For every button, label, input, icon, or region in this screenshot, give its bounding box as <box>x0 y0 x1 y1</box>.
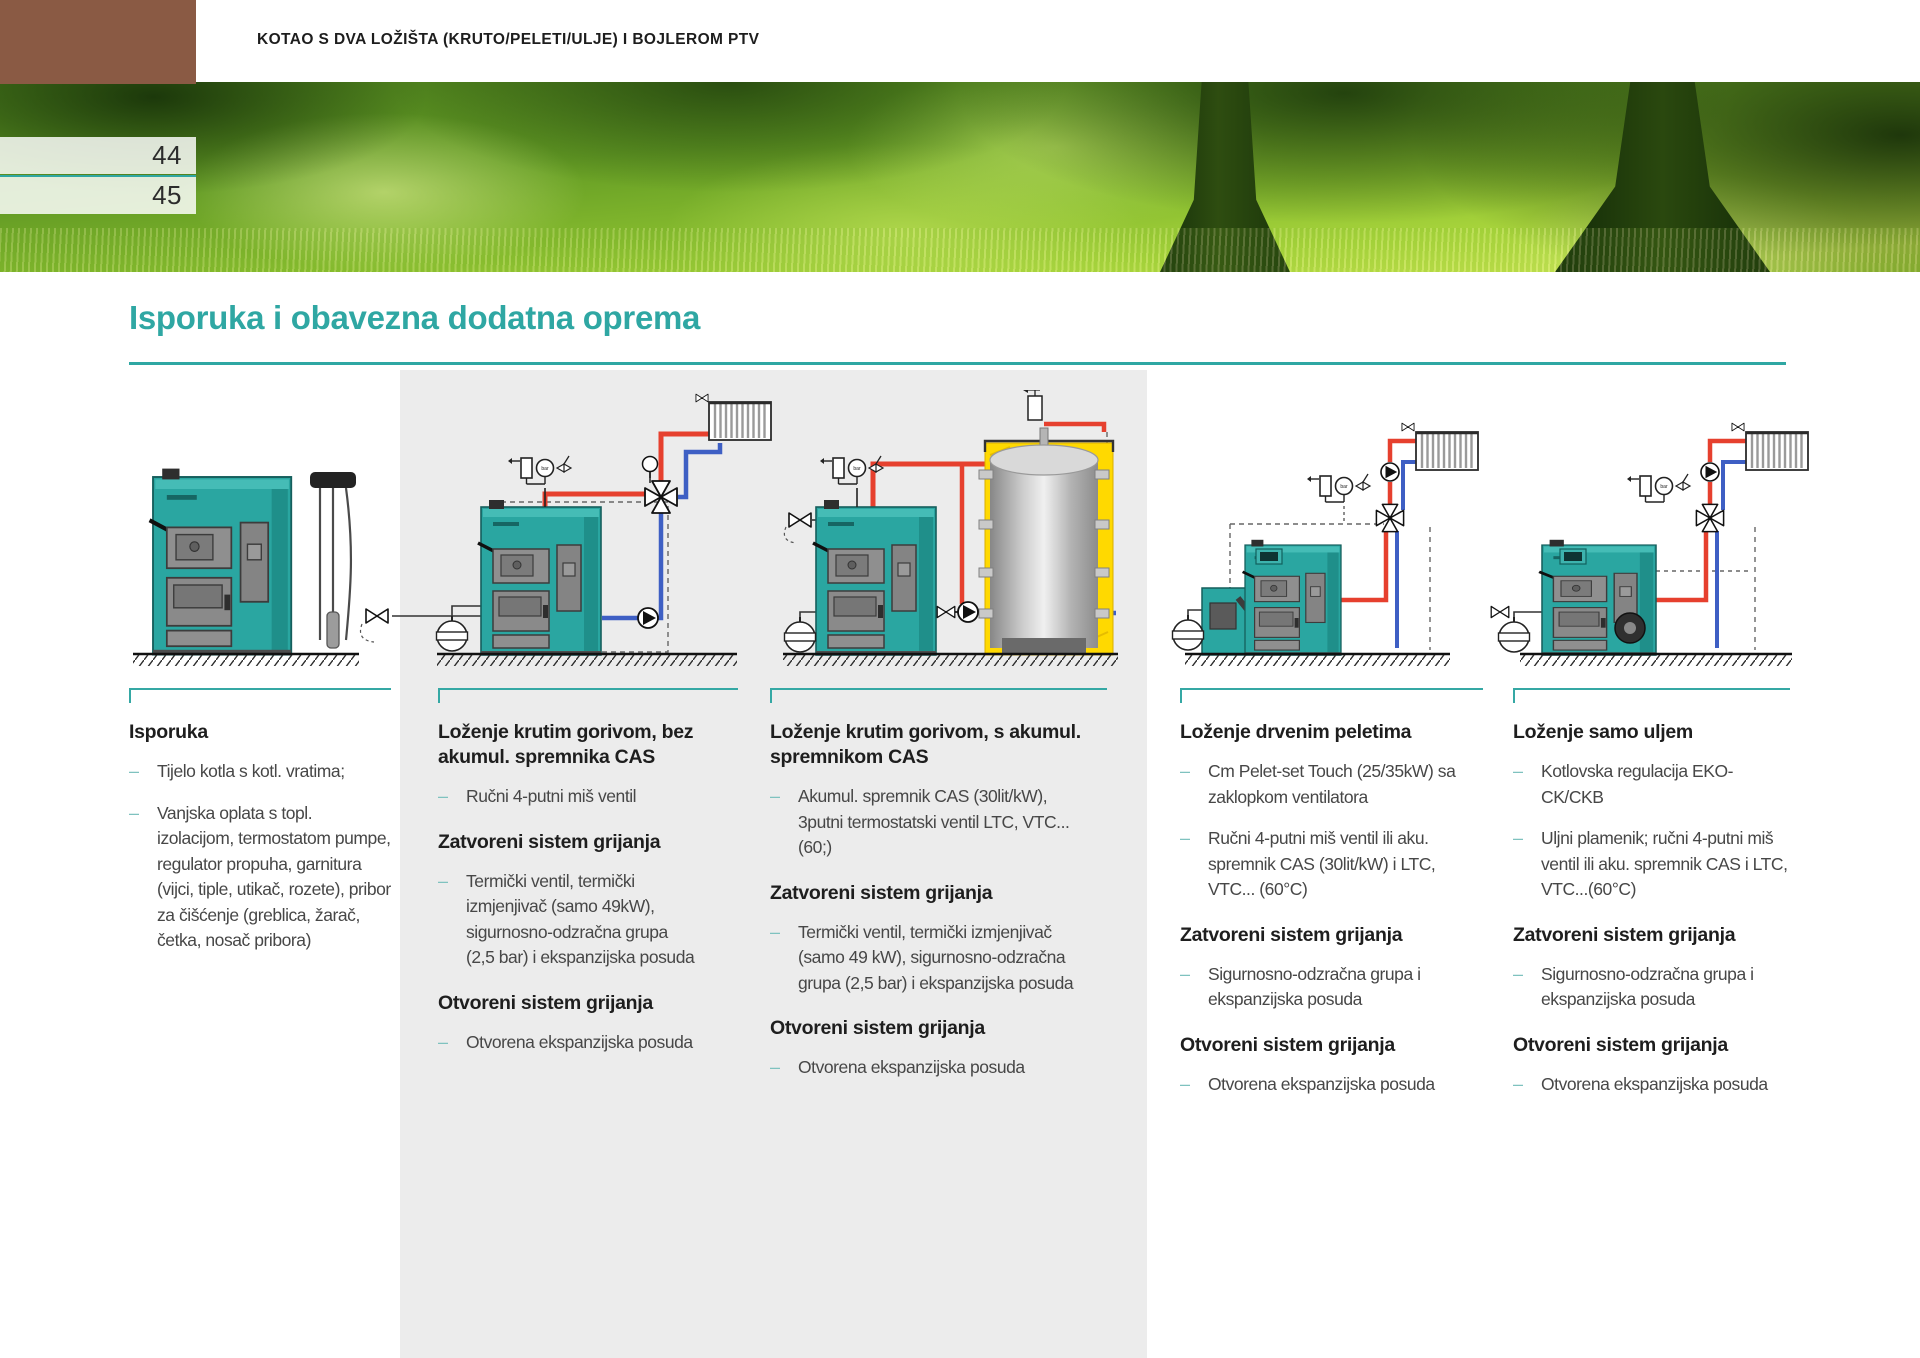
column-isporuka <box>129 688 391 970</box>
pump-icon <box>1701 463 1719 481</box>
column-heading: Zatvoreni sistem grijanja <box>438 830 661 853</box>
control-panel <box>1560 549 1586 564</box>
supply-pipe <box>1044 424 1104 432</box>
thermometer-icon <box>643 457 658 479</box>
ground-hatch <box>437 654 737 666</box>
list-item-text: Otvorena ekspanzijska posuda <box>466 1031 693 1052</box>
list-item-text: Vanjska oplata s topl. izolacijom, termostatom pumpe, regulator propuha, garnitura (vijci, tiple, utikač, rozete), pribor za čišćenje (greblica, žarač, četka, nosač pribora) <box>157 802 391 950</box>
list-item <box>438 784 698 810</box>
column-heading: Zatvoreni sistem grijanja <box>770 881 993 904</box>
column-heading: Zatvoreni sistem grijanja <box>1513 923 1736 946</box>
boiler-illustration <box>150 469 292 655</box>
open-expansion-vessel-icon <box>785 617 816 652</box>
list-item <box>438 1030 698 1056</box>
list-item <box>1180 962 1465 1013</box>
pump-icon <box>638 608 658 628</box>
valve-icon <box>789 513 811 527</box>
diagram-solid-fuel-with-cas <box>783 390 1118 666</box>
dash-icon: – <box>129 761 140 781</box>
four-way-mixing-valve-icon <box>645 481 677 513</box>
column-peleti <box>1180 688 1483 1113</box>
touch-control-panel <box>1256 549 1282 564</box>
list-item-text: Termički ventil, termički izmjenjivač (samo 49 kW), sigurnosno-odzračna grupa (2,5 bar) i ekspanzijska posuda <box>798 921 1074 993</box>
supply-pipe <box>1656 531 1706 600</box>
supply-pipe <box>1341 531 1386 600</box>
boiler-illustration <box>478 500 601 655</box>
list-item-text: Otvorena ekspanzijska posuda <box>798 1057 1025 1077</box>
grass-texture <box>0 228 1920 272</box>
open-expansion-vessel-icon <box>1173 615 1204 650</box>
dash-icon: – <box>438 1031 449 1052</box>
expansion-device-icon <box>1023 390 1042 420</box>
column-heading: Otvoreni sistem grijanja <box>1180 1033 1395 1056</box>
valve-icon <box>366 609 388 623</box>
supply-pipe <box>873 464 990 509</box>
accumulation-tank <box>979 428 1113 655</box>
boiler-illustration <box>813 500 936 655</box>
dash-icon: – <box>1513 963 1524 984</box>
forest-banner-image <box>0 82 1920 272</box>
column-heading: Isporuka <box>129 721 208 743</box>
list-item <box>1180 759 1465 810</box>
dash-icon: – <box>1180 1073 1191 1094</box>
list-item-text: Termički ventil, termički izmjenjivač (samo 49kW), sigurnosno-odzračna grupa (2,5 bar) i ekspanzijska posuda <box>466 870 695 967</box>
open-expansion-vessel-icon <box>437 616 468 651</box>
radiator-valve-icon <box>696 394 708 402</box>
column-heading: Otvoreni sistem grijanja <box>1513 1033 1728 1056</box>
dash-icon: – <box>1180 761 1191 781</box>
four-way-mixing-valve-icon <box>1696 504 1723 531</box>
dash-icon: – <box>1180 963 1191 984</box>
list-item-text: Otvorena ekspanzijska posuda <box>1541 1073 1768 1094</box>
list-item-text: Sigurnosno-odzračna grupa i ekspanzijska posuda <box>1541 963 1754 1009</box>
list-item <box>129 759 391 785</box>
dash-icon: – <box>1513 1073 1524 1094</box>
header-title: KOTAO S DVA LOŽIŠTA (KRUTO/PELETI/ULJE) I BOJLEROM PTV <box>257 31 760 48</box>
radiator-valve-icon <box>1732 423 1744 431</box>
ground-hatch <box>1185 654 1450 666</box>
return-pipe <box>678 443 720 497</box>
list-item-text: Sigurnosno-odzračna grupa i ekspanzijska posuda <box>1208 963 1421 1009</box>
column-heading: Loženje drvenim peletima <box>1180 721 1412 743</box>
diagram-oil <box>1491 423 1808 666</box>
valve-icon <box>1491 606 1509 617</box>
column-heading: Zatvoreni sistem grijanja <box>1180 923 1403 946</box>
dash-icon: – <box>1180 828 1191 848</box>
column-heading: Otvoreni sistem grijanja <box>438 991 653 1014</box>
system-diagrams <box>0 390 1920 680</box>
pump-icon <box>958 602 978 622</box>
list-item-text: Ručni 4-putni miš ventil ili aku. spremnik CAS (30lit/kW) i LTC, VTC... (60°C) <box>1208 828 1436 899</box>
open-expansion-vessel-icon <box>1499 617 1530 652</box>
dash-icon: – <box>438 870 449 891</box>
list-item <box>770 920 1087 997</box>
dash-icon: – <box>770 921 781 942</box>
valve-icon <box>937 606 955 617</box>
list-item <box>770 1055 1087 1081</box>
column-heading: Loženje samo uljem <box>1513 721 1693 743</box>
return-pipe <box>1403 462 1416 510</box>
list-item <box>1180 826 1465 903</box>
page-header <box>0 0 1920 82</box>
brand-color-block <box>0 0 196 84</box>
list-item-text: Uljni plamenik; ručni 4-putni miš ventil ili aku. spremnik CAS i LTC, VTC...(60°C) <box>1541 828 1788 899</box>
page-title: Isporuka i obavezna dodatna oprema <box>129 299 701 336</box>
column-ulje <box>1513 688 1790 1113</box>
diagram-pellets <box>1173 423 1479 666</box>
list-item-text: Tijelo kotla s kotl. vratima; <box>157 761 345 781</box>
title-rule <box>129 362 1786 365</box>
oil-burner <box>1615 613 1645 643</box>
list-item <box>1180 1072 1465 1098</box>
list-item <box>1513 962 1790 1013</box>
dash-icon: – <box>438 786 449 806</box>
ground-hatch <box>783 654 1118 666</box>
radiator-icon <box>1746 432 1808 470</box>
list-item-text: Cm Pelet-set Touch (25/35kW) sa zaklopkom ventilatora <box>1208 761 1456 807</box>
return-pipe <box>1723 462 1746 510</box>
list-item-text: Kotlovska regulacija EKO-CK/CKB <box>1541 761 1734 807</box>
radiator-icon <box>1416 432 1478 470</box>
list-item <box>1513 1072 1790 1098</box>
dash-icon: – <box>129 802 140 823</box>
diagram-delivery <box>133 469 359 666</box>
column-heading: Otvoreni sistem grijanja <box>770 1017 985 1039</box>
safety-group-icon <box>508 456 571 484</box>
ground-hatch <box>1520 654 1792 666</box>
radiator-valve-icon <box>1402 423 1414 431</box>
dash-icon: – <box>770 786 781 806</box>
dash-icon: – <box>1513 761 1524 781</box>
column-heading: Loženje krutim gorivom, s akumul. spremnikom CAS <box>770 721 1081 768</box>
list-item-text: Ručni 4-putni miš ventil <box>466 786 637 806</box>
column-kruto-bez-cas <box>438 688 738 1071</box>
safety-group-icon <box>1627 474 1690 502</box>
page-number-44: 44 <box>0 137 196 174</box>
radiator-icon <box>709 402 771 440</box>
cleaning-tools <box>310 472 356 648</box>
diagram-solid-fuel-no-cas <box>361 394 772 666</box>
safety-group-icon <box>1307 474 1370 502</box>
pump-icon <box>1381 463 1399 481</box>
list-item-text: Otvorena ekspanzijska posuda <box>1208 1073 1435 1094</box>
dash-icon: – <box>1513 828 1524 848</box>
ground-hatch <box>133 654 359 666</box>
list-item <box>1513 759 1790 810</box>
return-pipe <box>602 511 661 618</box>
list-item <box>129 801 391 954</box>
list-item <box>438 869 698 971</box>
list-item <box>770 784 1087 861</box>
list-item-text: Akumul. spremnik CAS (30lit/kW), 3putni termostatski ventil LTC, VTC...(60;) <box>798 786 1070 857</box>
four-way-mixing-valve-icon <box>1376 504 1403 531</box>
column-kruto-s-cas <box>770 688 1107 1097</box>
dash-icon: – <box>770 1057 781 1077</box>
page-number-45: 45 <box>0 177 196 214</box>
column-heading: Loženje krutim gorivom, bez akumul. spremnika CAS <box>438 721 694 768</box>
list-item <box>1513 826 1790 903</box>
